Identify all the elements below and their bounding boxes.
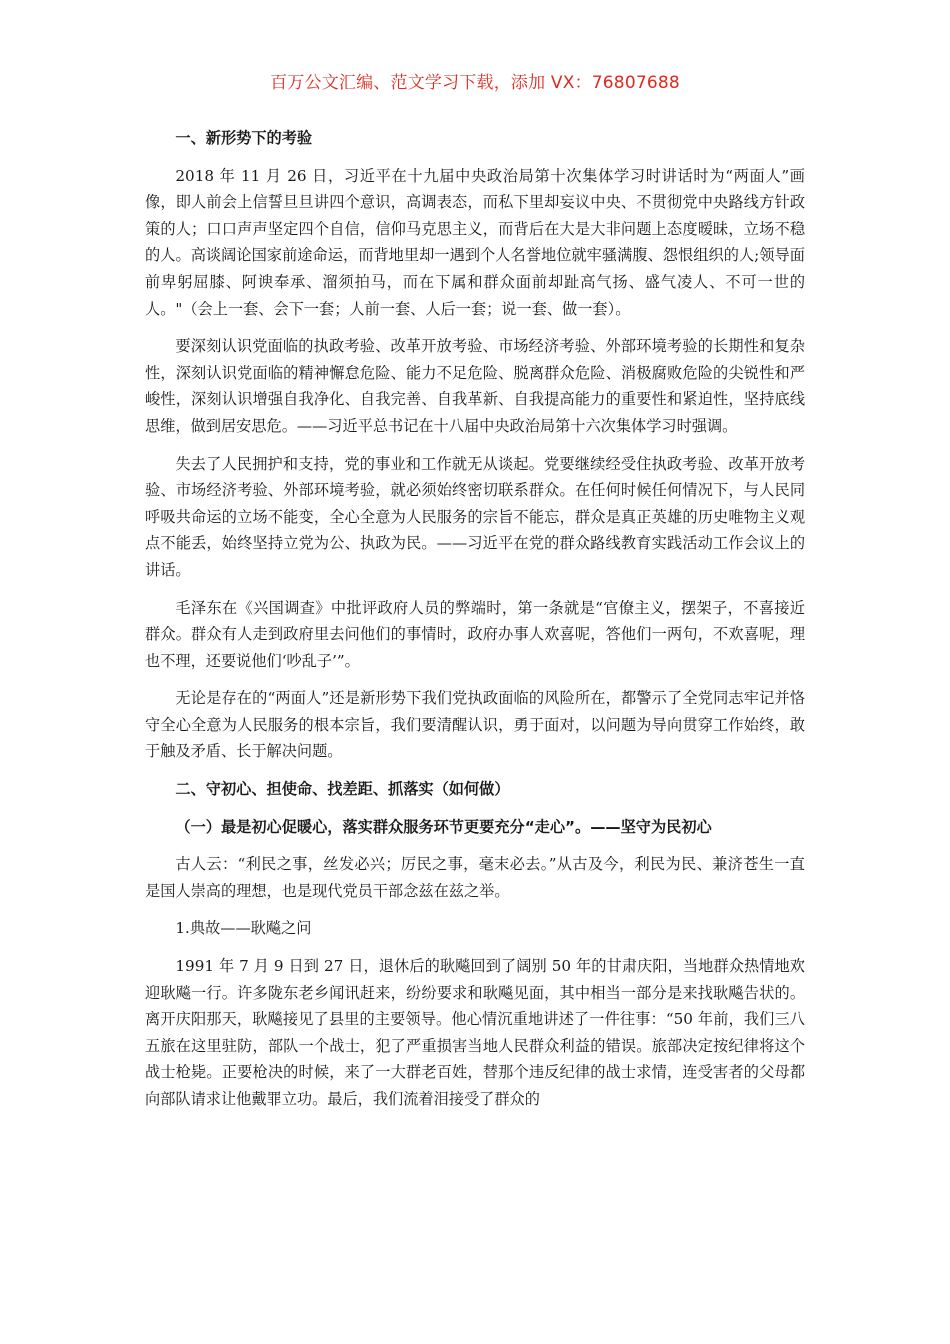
paragraph: 要深刻认识党面临的执政考验、改革开放考验、市场经济考验、外部环境考验的长期性和复杂性，深刻认识党面临的精神懈怠危险、能力不足危险、脱离群众危险、消极腐败危险的尖锐性和严峻性，深刻认识增强自我净化、自我完善、自我革新、自我提高能力的重要性和紧迫性，坚持底线思维，做到居安思危。——习近平总书记在十八届中央政治局第十六次集体学习时强调。: [145, 337, 805, 435]
paragraph: 2018 年 11 月 26 日，习近平在十九届中央政治局第十次集体学习时讲话时为“两面人”画像，即人前会上信誓旦旦讲四个意识，高调表态，而私下里却妄议中央、不贯彻党中央路线方针政策的人；口口声声坚定四个自信，信仰马克思主义，而背后在大是大非问题上态度暧昧，立场不稳的人。高谈阔论国家前途命运，而背地里却一遇到个人名誉地位就牢骚满腹、怨恨组织的人;领导面前卑躬屈膝、阿谀奉承、溜须拍马，而在下属和群众面前却趾高气扬、盛气凌人、不可一世的人。"（会上一套、会下一套；人前一套、人后一套；说一套、做一套）。: [145, 166, 805, 318]
list-item-heading: 1.典故——耿飚之问: [175, 919, 312, 938]
paragraph: 无论是存在的“两面人”还是新形势下我们党执政面临的风险所在，都警示了全党同志牢记并恪守全心全意为人民服务的根本宗旨，我们要清醒认识，勇于面对，以问题为导向贯穿工作始终，敢于触及矛盾、长于解决问题。: [145, 689, 805, 761]
paragraph: 毛泽东在《兴国调查》中批评政府人员的弊端时，第一条就是“官僚主义，摆架子，不喜接近群众。群众有人走到政府里去问他们的事情时，政府办事人欢喜呢，答他们一两句，不欢喜呢，理也不理，还要说他们‘吵乱子’”。: [145, 598, 805, 670]
section-heading-1: 一、新形势下的考验: [175, 129, 313, 147]
document-body: [145, 125, 805, 1124]
paragraph: 1991 年 7 月 9 日到 27 日，退休后的耿飚回到了阔别 50 年的甘肃庆阳，当地群众热情地欢迎耿飚一行。许多陇东老乡闻讯赶来，纷纷要求和耿飚见面，其中相当一部分是来找耿飚告状的。离开庆阳那天，耿飚接见了县里的主要领导。他心情沉重地讲述了一件往事：“50 年前，我们三八五旅在这里驻防，部队一个战士，犯了严重损害当地人民群众利益的错误。旅部决定按纪律将这个战士枪毙。正要枪决的时候，来了一大群老百姓，替那个违反纪律的战士求情，连受害者的父母都向部队请求让他戴罪立功。最后，我们流着泪接受了群众的: [145, 957, 805, 1108]
paragraph: 失去了人民拥护和支持，党的事业和工作就无从谈起。党要继续经受住执政考验、改革开放考验、市场经济考验、外部环境考验，就必须始终密切联系群众。在任何时候任何情况下，与人民同呼吸共命运的立场不能变，全心全意为人民服务的宗旨不能忘，群众是真正英雄的历史唯物主义观点不能丢，始终坚持立党为公、执政为民。——习近平在党的群众路线教育实践活动工作会议上的讲话。: [145, 454, 805, 579]
paragraph: 古人云：“利民之事，丝发必兴；厉民之事，毫末必去。”从古及今，利民为民、兼济苍生一直是国人崇高的理想，也是现代党员干部念兹在兹之举。: [145, 855, 805, 900]
subsection-heading: （一）最是初心促暖心，落实群众服务环节更要充分“走心”。——坚守为民初心: [175, 817, 712, 836]
page-header-banner: 百万公文汇编、范文学习下载，添加 VX：76807688: [270, 73, 680, 93]
section-heading-2: 二、守初心、担使命、找差距、抓落实（如何做）: [175, 780, 510, 799]
